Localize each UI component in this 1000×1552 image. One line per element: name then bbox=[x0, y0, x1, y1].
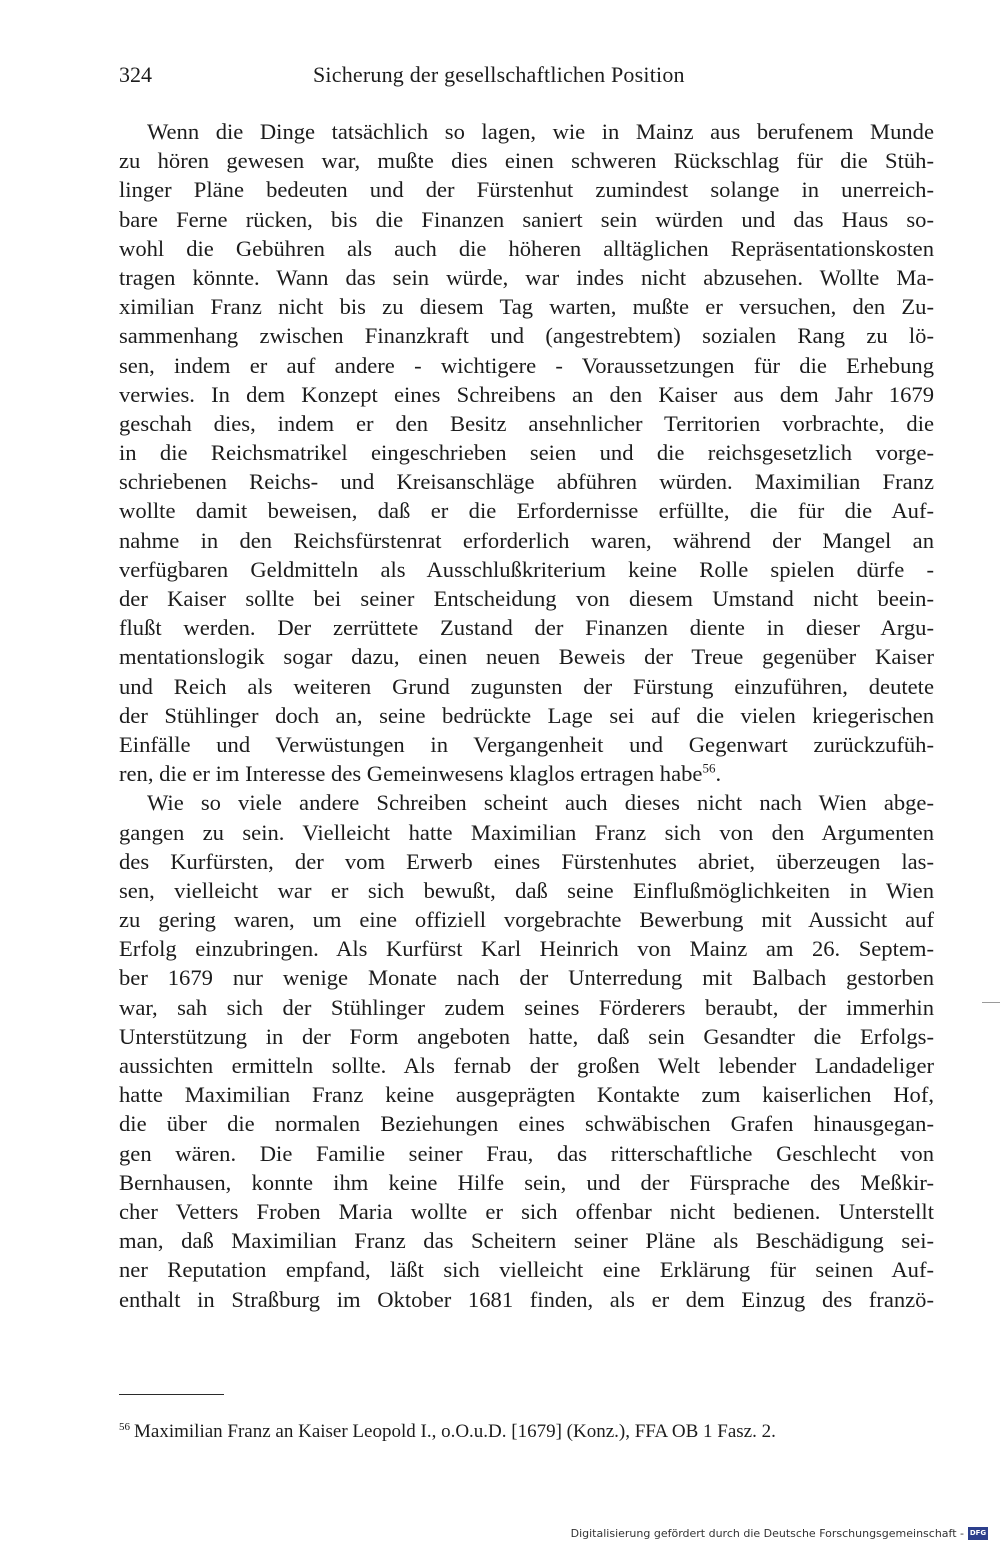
text-line: in die Reichsmatrikel eingeschrieben seien und die reichsgesetzlich vorge- bbox=[119, 440, 934, 466]
running-title: Sicherung der gesellschaftlichen Position bbox=[313, 62, 685, 87]
text-line: der Kaiser sollte bei seiner Entscheidung von diesem Umstand nicht beein- bbox=[119, 586, 934, 611]
text-line: hatte Maximilian Franz keine ausgeprägten Kontakte zum kaiserlichen Hof, bbox=[119, 1082, 934, 1108]
text-line: nahme in den Reichsfürstenrat erforderlich waren, während der Mangel an bbox=[119, 527, 934, 553]
dfg-logo-icon: DFG bbox=[968, 1527, 988, 1540]
text-line: schriebenen Reichs- und Kreisanschläge abführen würden. Maximilian Franz bbox=[119, 469, 934, 495]
text-line: enthalt in Straßburg im Oktober 1681 finden, als er dem Einzug des franzö- bbox=[119, 1286, 934, 1312]
text-line: des Kurfürsten, der vom Erwerb eines Fürstenhutes abriet, überzeugen las- bbox=[119, 848, 934, 874]
text-line: verfügbaren Geldmitteln als Ausschlußkriterium keine Rolle spielen dürfe - bbox=[119, 556, 934, 582]
text-line: mentationslogik sogar dazu, einen neuen Beweis der Treue gegenüber Kaiser bbox=[119, 644, 934, 670]
text-line-with-footnote-ref bbox=[119, 759, 934, 788]
sentence-period: . bbox=[715, 761, 722, 787]
text-line: cher Vetters Froben Maria wollte er sich offenbar nicht bedienen. Unterstellt bbox=[119, 1198, 934, 1224]
footnote-divider bbox=[119, 1394, 224, 1395]
text-line: gen wären. Die Familie seiner Frau, das ritterschaftliche Geschlecht von bbox=[119, 1140, 934, 1166]
text-line: sen, indem er auf andere - wichtigere - Voraussetzungen für die Erhebung bbox=[119, 352, 934, 378]
footnote-text: Maximilian Franz an Kaiser Leopold I., o.O.u.D. [1679] (Konz.), FFA OB 1 Fasz. 2. bbox=[134, 1421, 776, 1442]
text-line: zu gering waren, um eine offiziell vorgebrachte Bewerbung mit Aussicht auf bbox=[119, 907, 934, 933]
text-line: bare Ferne rücken, bis die Finanzen saniert sein würden und das Haus so- bbox=[119, 206, 934, 232]
text-line: gangen zu sein. Vielleicht hatte Maximilian Franz sich von den Argumenten bbox=[119, 819, 934, 845]
page-number: 324 bbox=[119, 62, 152, 87]
footnote-number: 56 bbox=[119, 1420, 130, 1433]
text-line: verwies. In dem Konzept eines Schreibens an den Kaiser aus dem Jahr 1679 bbox=[119, 381, 934, 407]
text-line: die über die normalen Beziehungen eines schwäbischen Grafen hinausgegan- bbox=[119, 1111, 934, 1137]
running-head bbox=[119, 58, 934, 92]
digitization-notice bbox=[571, 1524, 988, 1542]
text-line: Unterstützung in der Form angeboten hatte, daß sein Gesandter die Erfolgs- bbox=[119, 1023, 934, 1049]
text-line: zu hören gewesen war, mußte dies einen schweren Rückschlag für die Stüh- bbox=[119, 148, 934, 174]
text-line: tragen könnte. Wann das sein würde, war indes nicht abzusehen. Wollte Ma- bbox=[119, 264, 934, 290]
text-line: man, daß Maximilian Franz das Scheitern seiner Pläne als Beschädigung sei- bbox=[119, 1228, 934, 1254]
text-line: sammenhang zwischen Finanzkraft und (angestrebtem) sozialen Rang zu lö- bbox=[119, 323, 934, 349]
text-line: sen, vielleicht war er sich bewußt, daß seine Einflußmöglichkeiten in Wien bbox=[119, 877, 934, 903]
text-line: Wie so viele andere Schreiben scheint auch dieses nicht nach Wien abge- bbox=[147, 790, 934, 816]
text-line: Bernhausen, konnte ihm keine Hilfe sein, und der Fürsprache des Meßkir- bbox=[119, 1169, 934, 1195]
text-line: ber 1679 nur wenige Monate nach der Unterredung mit Balbach gestorben bbox=[119, 965, 934, 991]
text-line: war, sah sich der Stühlinger zudem seines Förderers beraubt, der immerhin bbox=[119, 994, 934, 1020]
text-line: geschah dies, indem er den Besitz ansehnlicher Territorien vorbrachte, die bbox=[119, 410, 934, 436]
text-line: wollte damit beweisen, daß er die Erfordernisse erfüllte, die für die Auf- bbox=[119, 498, 934, 524]
text-line: Erfolg einzubringen. Als Kurfürst Karl Heinrich von Mainz am 26. Septem- bbox=[119, 936, 934, 962]
text-line: der Stühlinger doch an, seine bedrückte Lage sei auf die vielen kriegerischen bbox=[119, 702, 934, 728]
text-line: ximilian Franz nicht bis zu diesem Tag warten, mußte er versuchen, den Zu- bbox=[119, 294, 934, 320]
text-line: Wenn die Dinge tatsächlich so lagen, wie in Mainz aus berufenem Munde bbox=[147, 119, 934, 144]
text-line: wohl die Gebühren als auch die höheren alltäglichen Repräsentationskosten bbox=[119, 235, 934, 261]
text-line: ner Reputation empfand, läßt sich vielleicht eine Erklärung für seinen Auf- bbox=[119, 1257, 934, 1283]
margin-tick-mark bbox=[982, 1002, 1000, 1003]
text-line: Einfälle und Verwüstungen in Vergangenheit und Gegenwart zurückzufüh- bbox=[119, 731, 934, 757]
text-line: aussichten ermitteln sollte. Als fernab der großen Welt lebender Landadeliger bbox=[119, 1053, 934, 1078]
text-line: und Reich als weiteren Grund zugunsten der Fürstung einzuführen, deutete bbox=[119, 673, 934, 699]
footnote-reference[interactable]: 56 bbox=[702, 760, 716, 776]
text-line-content: ren, die er im Interesse des Gemeinwesens klaglos ertragen habe bbox=[119, 761, 703, 787]
text-line: flußt werden. Der zerrüttete Zustand der Finanzen diente in dieser Argu- bbox=[119, 615, 934, 641]
body-text bbox=[119, 117, 934, 1314]
digitization-notice-text: Digitalisierung gefördert durch die Deutsche Forschungsgemeinschaft - bbox=[570, 1526, 964, 1540]
footnote bbox=[119, 1419, 776, 1445]
text-line: linger Pläne bedeuten und der Fürstenhut zumindest solange in unerreich- bbox=[119, 177, 934, 203]
